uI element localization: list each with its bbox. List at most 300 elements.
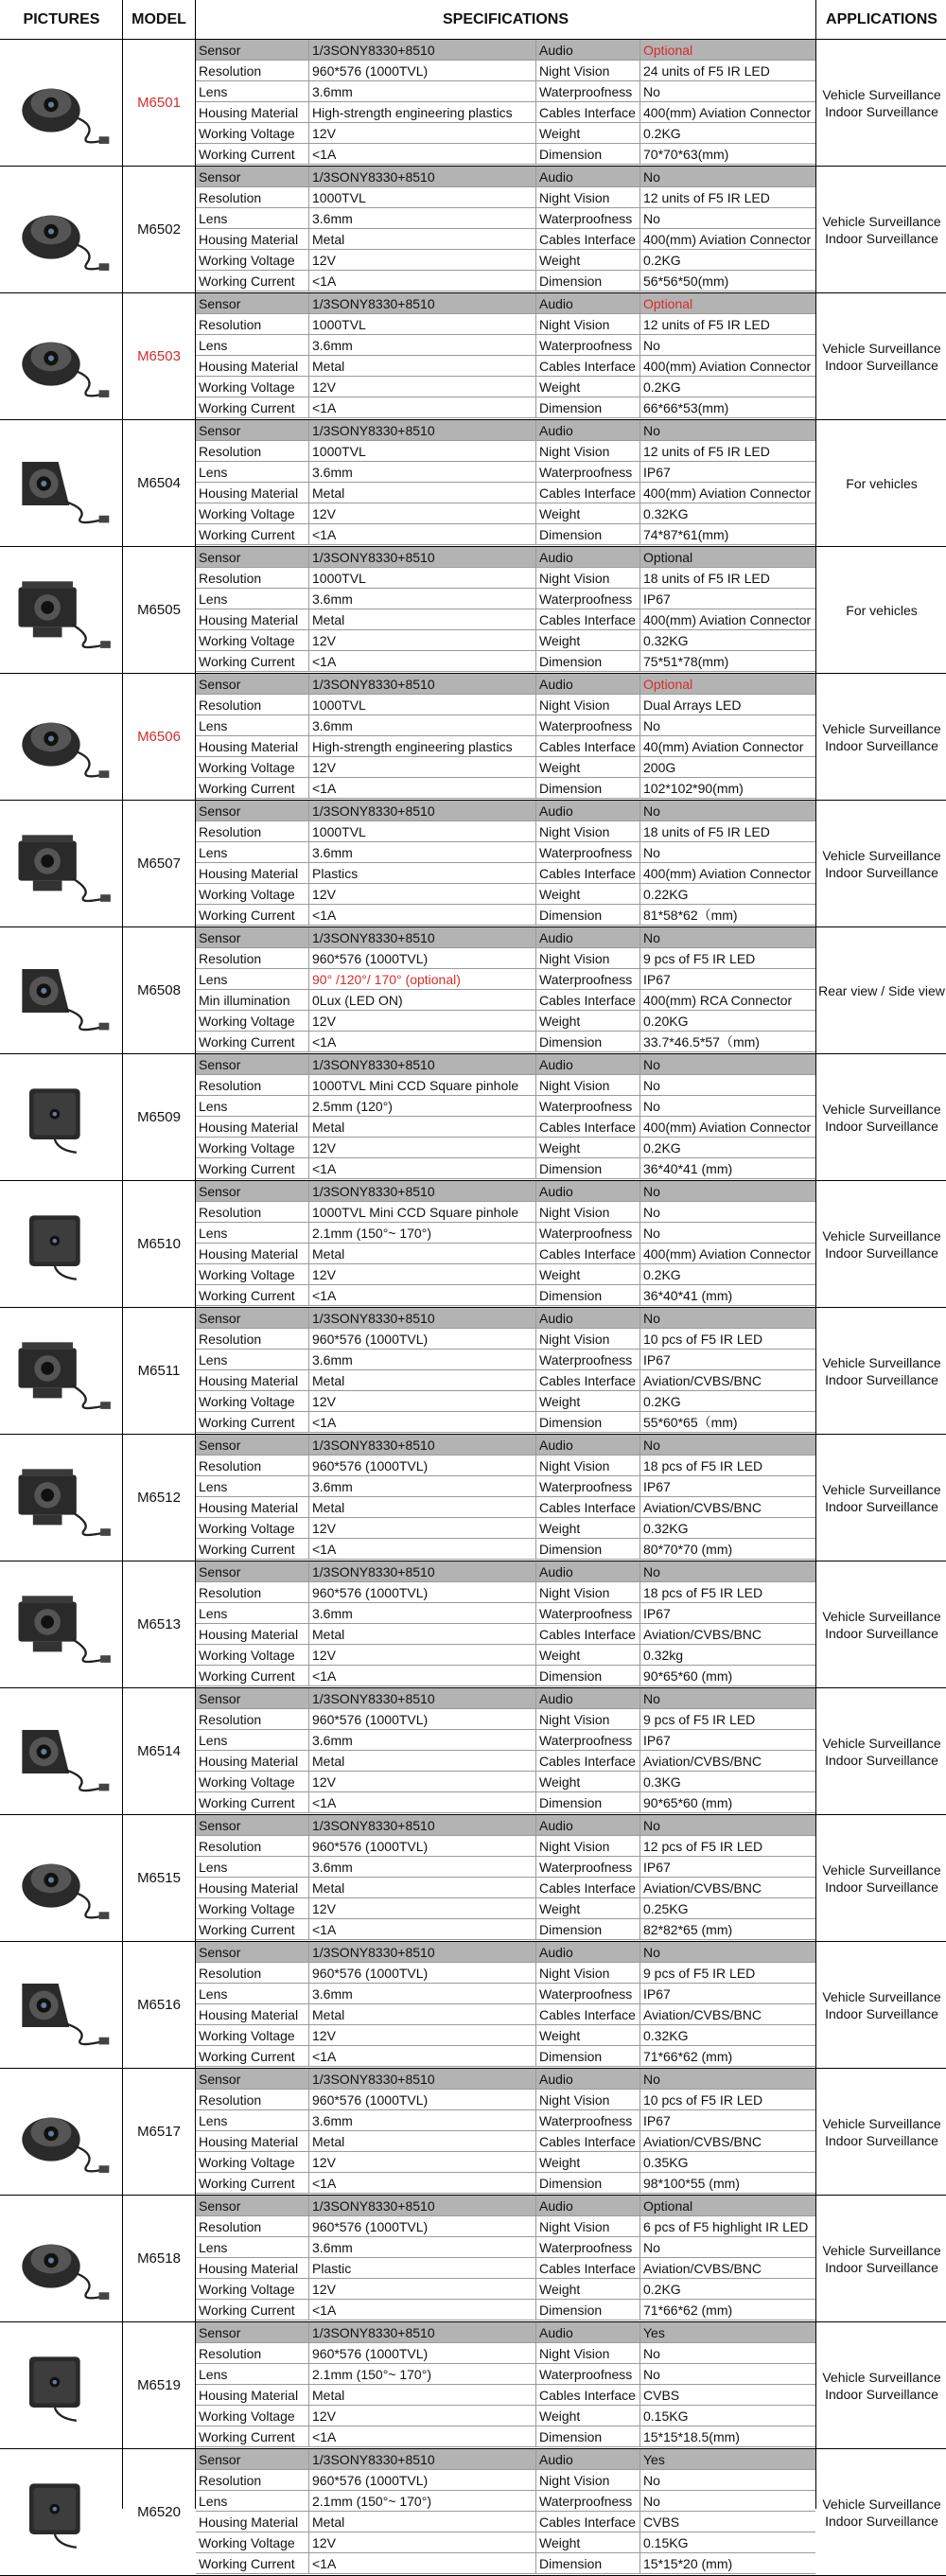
spec-value: No <box>643 1078 660 1093</box>
application-item: Vehicle Surveillance <box>822 1227 941 1244</box>
product-row <box>0 1054 946 1181</box>
spec-value: Metal <box>309 2131 536 2152</box>
spec-label: Lens <box>196 2364 309 2385</box>
spec-label: Weight <box>536 1138 640 1158</box>
spec-label: Lens <box>196 1603 309 1624</box>
spec-row <box>196 1878 815 1898</box>
spec-label: Night Vision <box>536 187 640 208</box>
product-row <box>0 2069 946 2196</box>
spec-value: 12V <box>309 2279 536 2300</box>
spec-value: 81*58*62（mm) <box>643 908 738 923</box>
spec-value: <1A <box>309 1539 536 1560</box>
spec-value: 1/3SONY8330+8510 <box>309 167 536 187</box>
spec-value: 1000TVL <box>309 441 536 462</box>
spec-row <box>196 1096 815 1117</box>
spec-row <box>196 2173 815 2194</box>
spec-label: Working Current <box>196 1919 309 1940</box>
product-row <box>0 1181 946 1308</box>
spec-row <box>196 441 815 462</box>
spec-row <box>196 927 815 948</box>
spec-row <box>196 547 815 568</box>
spec-label: Audio <box>536 2196 640 2216</box>
spec-value: 12 units of F5 IR LED <box>643 317 770 332</box>
spec-label: Cables Interface <box>536 1370 640 1391</box>
pinhole-camera-icon <box>8 2455 116 2569</box>
spec-label: Audio <box>536 1815 640 1836</box>
spec-row <box>196 778 815 799</box>
application-item: Indoor Surveillance <box>825 1118 938 1134</box>
model-number: M6507 <box>137 856 181 872</box>
spec-table <box>196 2196 815 2320</box>
spec-value: 12 units of F5 IR LED <box>643 444 770 459</box>
spec-label: Working Voltage <box>196 757 309 778</box>
spec-value: 400(mm) Aviation Connector <box>643 1120 812 1135</box>
spec-value: 18 units of F5 IR LED <box>643 571 770 586</box>
spec-label: Working Voltage <box>196 1011 309 1032</box>
spec-row <box>196 1350 815 1370</box>
spec-row <box>196 271 815 291</box>
application-item: Indoor Surveillance <box>825 1879 938 1895</box>
spec-label: Audio <box>536 801 640 821</box>
spec-value: 1/3SONY8330+8510 <box>309 40 536 61</box>
spec-label: Working Current <box>196 1539 309 1560</box>
spec-value: 2.1mm (150°~ 170°) <box>309 2491 536 2512</box>
spec-label: Night Vision <box>536 1582 640 1603</box>
spec-value: 0.2KG <box>643 126 681 141</box>
spec-label: Dimension <box>536 1792 640 1813</box>
spec-label: Audio <box>536 547 640 568</box>
application-item: Vehicle Surveillance <box>822 1101 941 1117</box>
dome-camera-icon <box>8 679 116 794</box>
spec-row <box>196 2090 815 2110</box>
spec-value: 0.32KG <box>643 633 689 648</box>
spec-label: Dimension <box>536 905 640 926</box>
spec-value: 15*15*20 (mm) <box>643 2556 733 2571</box>
header-model: MODEL <box>131 11 186 27</box>
spec-value: 960*576 (1000TVL) <box>309 1456 536 1476</box>
spec-label: Housing Material <box>196 2258 309 2279</box>
dome-camera-icon <box>8 2201 116 2316</box>
application-item: Vehicle Surveillance <box>822 2369 941 2385</box>
spec-value: 1/3SONY8330+8510 <box>309 2322 536 2343</box>
spec-value: Metal <box>309 609 536 630</box>
spec-label: Working Voltage <box>196 2406 309 2426</box>
spec-table <box>196 2322 815 2447</box>
spec-label: Resolution <box>196 1582 309 1603</box>
spec-label: Weight <box>536 884 640 905</box>
spec-label: Lens <box>196 969 309 990</box>
spec-value: 0.2KG <box>643 2282 681 2297</box>
spec-value: 12V <box>309 2532 536 2553</box>
spec-row <box>196 757 815 778</box>
spec-table <box>196 1054 815 1179</box>
spec-value: 0.25KG <box>643 1901 689 1916</box>
dome-camera-icon <box>8 1821 116 1935</box>
spec-value: 400(mm) Aviation Connector <box>643 866 812 881</box>
spec-row <box>196 208 815 229</box>
spec-label: Working Voltage <box>196 2279 309 2300</box>
spec-label: Weight <box>536 377 640 397</box>
column-divider <box>122 0 123 2509</box>
spec-row <box>196 715 815 736</box>
spec-row <box>196 609 815 630</box>
spec-label: Audio <box>536 2449 640 2470</box>
spec-value: 1/3SONY8330+8510 <box>309 2069 536 2090</box>
spec-value: 3.6mm <box>309 81 536 102</box>
header-specifications: SPECIFICATIONS <box>442 11 569 27</box>
spec-label: Working Voltage <box>196 503 309 524</box>
spec-value: 0.32KG <box>643 1521 689 1536</box>
spec-row <box>196 144 815 165</box>
spec-label: Audio <box>536 2322 640 2343</box>
spec-value: IP67 <box>643 591 671 607</box>
spec-label: Audio <box>536 674 640 695</box>
spec-label: Resolution <box>196 1329 309 1350</box>
spec-table <box>196 2069 815 2194</box>
spec-row <box>196 1308 815 1329</box>
spec-label: Cables Interface <box>536 1751 640 1772</box>
spec-label: Min illumination <box>196 990 309 1011</box>
spec-value: 3.6mm <box>309 715 536 736</box>
spec-value: Metal <box>309 229 536 250</box>
spec-value: No <box>643 2346 660 2361</box>
spec-value: 2.1mm (150°~ 170°) <box>309 1223 536 1244</box>
spec-table <box>196 674 815 799</box>
spec-label: Waterproofness <box>536 462 640 483</box>
spec-label: Night Vision <box>536 948 640 969</box>
spec-value: Aviation/CVBS/BNC <box>643 2134 762 2149</box>
spec-value: 1/3SONY8330+8510 <box>309 674 536 695</box>
spec-value: 3.6mm <box>309 1603 536 1624</box>
spec-value: IP67 <box>643 1606 671 1621</box>
spec-value: 960*576 (1000TVL) <box>309 2216 536 2237</box>
spec-value: 82*82*65 (mm) <box>643 1922 733 1937</box>
side-camera-icon <box>8 933 116 1048</box>
spec-label: Working Voltage <box>196 1772 309 1792</box>
spec-value: 960*576 (1000TVL) <box>309 2090 536 2110</box>
spec-label: Audio <box>536 1308 640 1329</box>
spec-table <box>196 167 815 291</box>
spec-label: Working Voltage <box>196 884 309 905</box>
spec-value: <1A <box>309 1666 536 1686</box>
spec-table <box>196 801 815 926</box>
spec-label: Night Vision <box>536 2470 640 2491</box>
model-number: M6504 <box>137 475 181 491</box>
spec-label: Night Vision <box>536 1709 640 1730</box>
column-divider <box>195 0 196 2509</box>
spec-label: Audio <box>536 1181 640 1202</box>
spec-row <box>196 674 815 695</box>
spec-value: Aviation/CVBS/BNC <box>643 1880 762 1896</box>
spec-row <box>196 1011 815 1032</box>
application-item: Vehicle Surveillance <box>822 86 941 102</box>
spec-value: Aviation/CVBS/BNC <box>643 2261 762 2276</box>
spec-row <box>196 1497 815 1518</box>
spec-value: 71*66*62 (mm) <box>643 2303 733 2318</box>
spec-label: Weight <box>536 757 640 778</box>
spec-label: Resolution <box>196 695 309 715</box>
application-item: Vehicle Surveillance <box>822 2242 941 2258</box>
spec-value: Plastics <box>309 863 536 884</box>
spec-table <box>196 927 815 1052</box>
spec-value: 55*60*65（mm) <box>643 1415 738 1430</box>
spec-value: 1000TVL Mini CCD Square pinhole <box>309 1075 536 1096</box>
application-item: For vehicles <box>846 602 918 618</box>
spec-label: Night Vision <box>536 61 640 81</box>
applications-cell <box>817 1942 946 2068</box>
spec-value: <1A <box>309 778 536 799</box>
spec-value: 0.22KG <box>643 887 689 902</box>
spec-row <box>196 1032 815 1052</box>
spec-label: Waterproofness <box>536 1984 640 2004</box>
spec-value: Metal <box>309 2385 536 2406</box>
spec-value: IP67 <box>643 1733 671 1748</box>
spec-label: Waterproofness <box>536 1096 640 1117</box>
spec-row <box>196 1264 815 1285</box>
spec-value: <1A <box>309 651 536 672</box>
spec-label: Weight <box>536 1898 640 1919</box>
spec-label: Night Vision <box>536 1963 640 1984</box>
spec-value: Metal <box>309 1751 536 1772</box>
spec-value: 75*51*78(mm) <box>643 654 729 669</box>
spec-value: 40(mm) Aviation Connector <box>643 739 804 754</box>
spec-label: Waterproofness <box>536 1350 640 1370</box>
spec-label: Working Current <box>196 2300 309 2320</box>
spec-row <box>196 314 815 335</box>
spec-label: Resolution <box>196 61 309 81</box>
spec-label: Waterproofness <box>536 208 640 229</box>
spec-label: Dimension <box>536 1285 640 1306</box>
spec-row <box>196 2069 815 2090</box>
spec-row <box>196 462 815 483</box>
spec-value: 70*70*63(mm) <box>643 147 729 162</box>
spec-value: 71*66*62 (mm) <box>643 2049 733 2064</box>
spec-row <box>196 2004 815 2025</box>
spec-row <box>196 695 815 715</box>
product-row <box>0 801 946 927</box>
spec-label: Cables Interface <box>536 483 640 503</box>
spec-label: Dimension <box>536 1919 640 1940</box>
spec-table <box>196 547 815 672</box>
application-item: Vehicle Surveillance <box>822 1735 941 1751</box>
spec-row <box>196 2449 815 2470</box>
model-number: M6518 <box>137 2250 181 2267</box>
spec-row <box>196 229 815 250</box>
spec-row <box>196 2046 815 2067</box>
spec-value: 12V <box>309 1518 536 1539</box>
spec-value: Aviation/CVBS/BNC <box>643 2007 762 2022</box>
spec-value: <1A <box>309 1412 536 1433</box>
application-item: Indoor Surveillance <box>825 1625 938 1641</box>
spec-row <box>196 1539 815 1560</box>
spec-value: 3.6mm <box>309 589 536 609</box>
spec-table <box>196 420 815 545</box>
box-camera-icon <box>8 1314 116 1428</box>
spec-value: 90° /120°/ 170° (optional) <box>309 969 536 990</box>
spec-label: Lens <box>196 1096 309 1117</box>
spec-value: 66*66*53(mm) <box>643 400 729 415</box>
spec-value: IP67 <box>643 1352 671 1367</box>
spec-value: 1/3SONY8330+8510 <box>309 1308 536 1329</box>
applications-cell <box>817 2322 946 2448</box>
spec-label: Cables Interface <box>536 609 640 630</box>
spec-value: 0.32kg <box>643 1648 684 1663</box>
spec-value: 3.6mm <box>309 1984 536 2004</box>
spec-value: CVBS <box>643 2514 680 2530</box>
product-row <box>0 2322 946 2449</box>
spec-label: Working Voltage <box>196 250 309 271</box>
spec-value: 3.6mm <box>309 1857 536 1878</box>
spec-label: Resolution <box>196 441 309 462</box>
spec-label: Lens <box>196 335 309 356</box>
spec-table <box>196 2449 815 2574</box>
application-item: Indoor Surveillance <box>825 1752 938 1768</box>
applications-cell <box>817 1815 946 1941</box>
spec-value: No <box>643 2072 660 2087</box>
spec-value: <1A <box>309 524 536 545</box>
spec-value: 1/3SONY8330+8510 <box>309 1561 536 1582</box>
spec-label: Audio <box>536 420 640 441</box>
spec-label: Working Voltage <box>196 2152 309 2173</box>
spec-value: 400(mm) Aviation Connector <box>643 612 812 627</box>
spec-label: Waterproofness <box>536 589 640 609</box>
applications-cell <box>817 293 946 419</box>
spec-row <box>196 1751 815 1772</box>
spec-label: Resolution <box>196 1709 309 1730</box>
spec-value: Plastic <box>309 2258 536 2279</box>
spec-value: 6 pcs of F5 highlight IR LED <box>643 2219 809 2234</box>
spec-value: Optional <box>643 296 693 311</box>
applications-cell <box>817 420 946 546</box>
spec-row <box>196 2196 815 2216</box>
spec-row <box>196 651 815 672</box>
spec-row <box>196 2385 815 2406</box>
spec-value: 12V <box>309 503 536 524</box>
spec-label: Night Vision <box>536 695 640 715</box>
application-item: Vehicle Surveillance <box>822 720 941 736</box>
spec-value: IP67 <box>643 1860 671 1875</box>
spec-row <box>196 1412 815 1433</box>
applications-cell <box>817 801 946 926</box>
spec-label: Lens <box>196 1857 309 1878</box>
application-item: Indoor Surveillance <box>825 1498 938 1514</box>
spec-row <box>196 1603 815 1624</box>
spec-label: Housing Material <box>196 1370 309 1391</box>
spec-label: Resolution <box>196 948 309 969</box>
spec-label: Dimension <box>536 524 640 545</box>
spec-row <box>196 1181 815 1202</box>
spec-value: 2.1mm (150°~ 170°) <box>309 2364 536 2385</box>
spec-value: 1/3SONY8330+8510 <box>309 1688 536 1709</box>
spec-label: Working Current <box>196 651 309 672</box>
spec-label: Audio <box>536 1942 640 1963</box>
spec-value: Optional <box>643 550 693 565</box>
application-item: Rear view / Side view <box>818 982 945 998</box>
spec-label: Working Current <box>196 905 309 926</box>
spec-value: 1/3SONY8330+8510 <box>309 1942 536 1963</box>
spec-value: 1/3SONY8330+8510 <box>309 420 536 441</box>
spec-value: 9 pcs of F5 IR LED <box>643 1712 756 1727</box>
application-item: Indoor Surveillance <box>825 2259 938 2275</box>
spec-label: Night Vision <box>536 821 640 842</box>
spec-label: Lens <box>196 2237 309 2258</box>
spec-row <box>196 884 815 905</box>
spec-table <box>196 1181 815 1306</box>
spec-value: 0.35KG <box>643 2155 689 2170</box>
application-item: Vehicle Surveillance <box>822 1988 941 2004</box>
spec-label: Dimension <box>536 1539 640 1560</box>
spec-label: Resolution <box>196 2470 309 2491</box>
spec-label: Working Voltage <box>196 630 309 651</box>
spec-row <box>196 842 815 863</box>
spec-label: Cables Interface <box>536 356 640 377</box>
spec-value: Dual Arrays LED <box>643 697 742 713</box>
spec-value: 10 pcs of F5 IR LED <box>643 2092 763 2108</box>
spec-value: <1A <box>309 1285 536 1306</box>
spec-value: No <box>643 1057 660 1072</box>
spec-label: Cables Interface <box>536 1244 640 1264</box>
spec-value: 10 pcs of F5 IR LED <box>643 1332 763 1347</box>
spec-value: 18 pcs of F5 IR LED <box>643 1585 763 1600</box>
application-item: Vehicle Surveillance <box>822 847 941 863</box>
spec-row <box>196 589 815 609</box>
spec-label: Resolution <box>196 2090 309 2110</box>
header-pictures: PICTURES <box>23 11 100 27</box>
spec-row <box>196 1624 815 1645</box>
spec-label: Dimension <box>536 1032 640 1052</box>
spec-value: No <box>643 845 660 860</box>
spec-value: IP67 <box>643 972 671 987</box>
spec-row <box>196 356 815 377</box>
spec-label: Lens <box>196 208 309 229</box>
spec-label: Audio <box>536 1688 640 1709</box>
spec-label: Working Current <box>196 2553 309 2574</box>
spec-label: Lens <box>196 2491 309 2512</box>
spec-label: Audio <box>536 293 640 314</box>
dome-camera-icon <box>8 172 116 287</box>
spec-value: Metal <box>309 1878 536 1898</box>
spec-value: Metal <box>309 1497 536 1518</box>
spec-row <box>196 1117 815 1138</box>
model-number: M6516 <box>137 1997 181 2013</box>
spec-value: Optional <box>643 2198 693 2214</box>
product-row <box>0 40 946 167</box>
application-item: Indoor Surveillance <box>825 2513 938 2529</box>
spec-row <box>196 2343 815 2364</box>
spec-label: Dimension <box>536 778 640 799</box>
applications-cell <box>817 1561 946 1687</box>
spec-label: Working Voltage <box>196 1391 309 1412</box>
pinhole-camera-icon <box>8 1187 116 1301</box>
spec-label: Dimension <box>536 1412 640 1433</box>
spec-row <box>196 1709 815 1730</box>
spec-label: Working Current <box>196 1792 309 1813</box>
spec-label: Cables Interface <box>536 1624 640 1645</box>
spec-value: No <box>643 1311 660 1326</box>
spec-value: 0.15KG <box>643 2535 689 2550</box>
spec-value: <1A <box>309 1032 536 1052</box>
spec-value: 960*576 (1000TVL) <box>309 1963 536 1984</box>
spec-label: Sensor <box>196 547 309 568</box>
spec-label: Dimension <box>536 2426 640 2447</box>
spec-value: 2.5mm (120°) <box>309 1096 536 1117</box>
spec-label: Housing Material <box>196 2512 309 2532</box>
spec-value: 960*576 (1000TVL) <box>309 1709 536 1730</box>
spec-value: 12V <box>309 1391 536 1412</box>
spec-row <box>196 1666 815 1686</box>
spec-label: Waterproofness <box>536 1730 640 1751</box>
spec-value: 36*40*41 (mm) <box>643 1288 733 1303</box>
